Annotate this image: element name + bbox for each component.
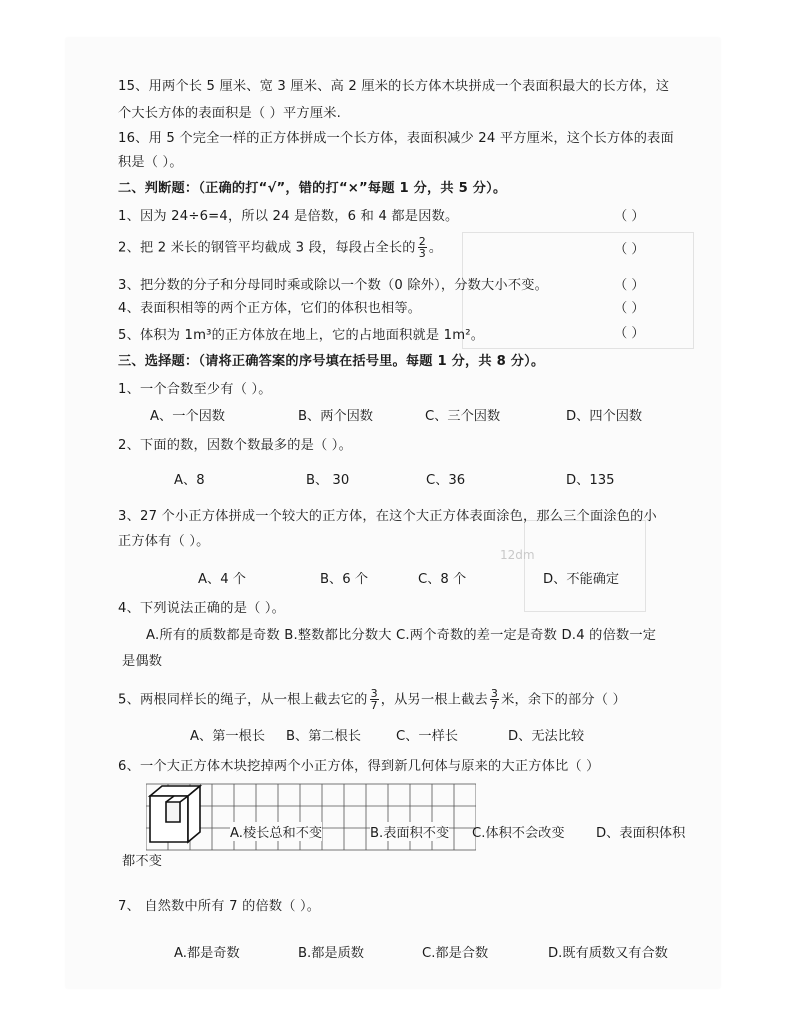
choice-q2-option-b[interactable]: B、 30 — [306, 473, 350, 488]
judge-q1: 1、因为 24÷6=4，所以 24 是倍数，6 和 4 都是因数。 — [118, 209, 459, 224]
choice-q4-options-line2: 是偶数 — [122, 654, 163, 669]
choice-q2-option-a[interactable]: A、8 — [174, 473, 205, 488]
choice-q1-option-d[interactable]: D、四个因数 — [566, 409, 643, 424]
bleed-box — [524, 520, 646, 612]
choice-q5-option-b[interactable]: B、第二根长 — [286, 729, 361, 744]
judge-q2-answer[interactable]: （ ） — [614, 242, 645, 257]
choice-q6-options-line2: 都不变 — [122, 854, 163, 869]
choice-q1-option-a[interactable]: A、一个因数 — [150, 409, 225, 424]
choice-q7: 7、 自然数中所有 7 的倍数（ ）。 — [118, 899, 321, 914]
carved-cube-figure — [146, 782, 476, 854]
choice-q3-option-c[interactable]: C、8 个 — [418, 572, 467, 587]
choice-q2-option-d[interactable]: D、135 — [566, 473, 615, 488]
choice-q3-option-d[interactable]: D、不能确定 — [543, 572, 620, 587]
choice-q6-option-c[interactable]: C.体积不会改变 — [472, 826, 565, 841]
choice-q5: 5、两根同样长的绳子，从一根上截去它的 $\frac{3}{7}$ ，从另一根上截去 $\frac{3}{7}$ 米，余下的部分（ ） — [118, 687, 626, 712]
choice-q1: 1、一个合数至少有（ ）。 — [118, 382, 272, 397]
judge-q3: 3、把分数的分子和分母同时乘或除以一个数（0 除外），分数大小不变。 — [118, 278, 548, 293]
choice-q7-option-a[interactable]: A.都是奇数 — [174, 946, 240, 961]
choice-q7-option-c[interactable]: C.都是合数 — [422, 946, 489, 961]
fraction-3-7-b: $\frac{3}{7}$ — [490, 687, 499, 712]
judge-q2-text: 2、把 2 米长的钢管平均截成 3 段，每段占全长的 — [118, 240, 416, 256]
q15-line1: 15、用两个长 5 厘米、宽 3 厘米、高 2 厘米的长方体木块拼成一个表面积最大的长方体，这 — [118, 79, 670, 94]
choice-q3-option-b[interactable]: B、6 个 — [320, 572, 369, 587]
choice-q5-option-c[interactable]: C、一样长 — [396, 729, 458, 744]
choice-q6-option-d[interactable]: D、表面积体积 — [596, 826, 686, 841]
choice-q2: 2、下面的数，因数个数最多的是（ ）。 — [118, 438, 352, 453]
choice-q3-option-a[interactable]: A、4 个 — [198, 572, 246, 587]
choice-q7-option-b[interactable]: B.都是质数 — [298, 946, 364, 961]
choice-q5-option-a[interactable]: A、第一根长 — [190, 729, 265, 744]
choice-q6-option-b[interactable]: B.表面积不变 — [370, 822, 449, 841]
q16-line1: 16、用 5 个完全一样的正方体拼成一个长方体，表面积减少 24 平方厘米，这个长方体的表面 — [118, 131, 674, 146]
judge-q4-answer[interactable]: （ ） — [614, 301, 645, 316]
choice-q4: 4、下列说法正确的是（ ）。 — [118, 601, 286, 616]
choice-q2-option-c[interactable]: C、36 — [426, 473, 466, 488]
choice-q7-option-d[interactable]: D.既有质数又有合数 — [548, 946, 668, 961]
fraction-3-7-a: $\frac{3}{7}$ — [370, 687, 378, 712]
judge-q4: 4、表面积相等的两个正方体，它们的体积也相等。 — [118, 301, 422, 316]
choice-q3-line2: 正方体有（ ）。 — [118, 534, 210, 549]
judge-q1-answer[interactable]: （ ） — [614, 209, 645, 224]
choice-q6-option-a[interactable]: A.棱长总和不变 — [230, 822, 322, 841]
bleed-text: 12dm — [500, 548, 535, 562]
q16-line2: 积是（ ）。 — [118, 155, 183, 170]
choice-q3-line1: 3、27 个小正方体拼成一个较大的正方体，在这个大正方体表面涂色，那么三个面涂色的小 — [118, 509, 657, 524]
judge-q3-answer[interactable]: （ ） — [614, 278, 645, 293]
judge-heading: 二、判断题：（正确的打“√”，错的打“×”每题 1 分，共 5 分）。 — [118, 181, 507, 196]
choice-q6: 6、一个大正方体木块挖掉两个小正方体，得到新几何体与原来的大正方体比（ ） — [118, 759, 600, 774]
choice-heading: 三、选择题：（请将正确答案的序号填在括号里。每题 1 分，共 8 分）。 — [118, 354, 545, 369]
fraction-2-3: $\frac{2}{3}$ — [418, 235, 426, 260]
choice-q5-option-d[interactable]: D、无法比较 — [508, 729, 585, 744]
choice-q4-options-line1: A.所有的质数都是奇数 B.整数都比分数大 C.两个奇数的差一定是奇数 D.4 的倍数一定 — [146, 628, 657, 643]
judge-q2: 2、把 2 米长的钢管平均截成 3 段，每段占全长的 $\frac{2}{3}$ 。 — [118, 235, 443, 260]
judge-q5: 5、体积为 1m³的正方体放在地上，它的占地面积就是 1m²。 — [118, 328, 485, 343]
judge-q5-answer[interactable]: （ ） — [614, 326, 645, 341]
choice-q1-option-c[interactable]: C、三个因数 — [425, 409, 501, 424]
choice-q1-option-b[interactable]: B、两个因数 — [298, 409, 373, 424]
q15-line2: 个大长方体的表面积是（ ）平方厘米. — [118, 106, 341, 121]
